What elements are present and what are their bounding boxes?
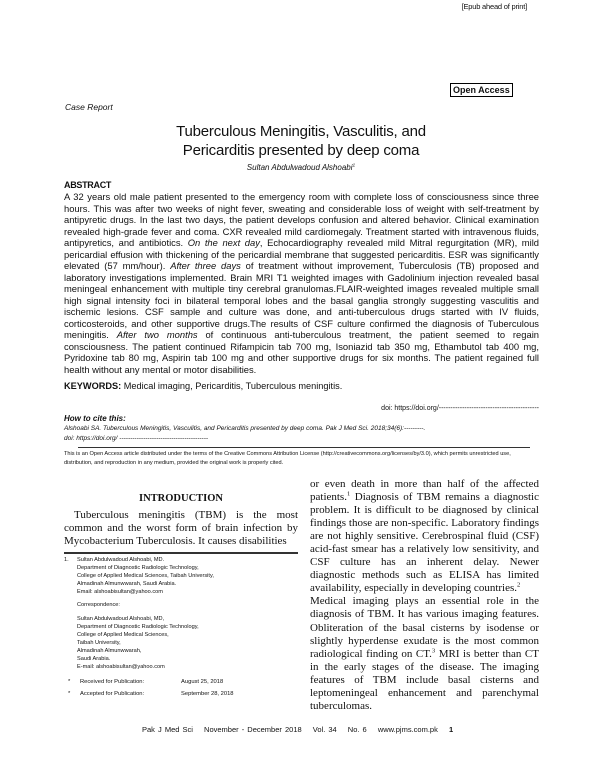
author-name: Sultan Abdulwadoud Alshoabi	[246, 163, 353, 172]
abstract-body	[64, 191, 539, 375]
epub-label: [Epub ahead of print]	[461, 2, 527, 11]
abstract-text: A 32 years old male patient presented to the emergency room with complete loss of consciousness since three hours. This was after two weeks of night fever, sweating and considerable loss of weight with self-treatment by antipyretic drugs. In the last two days, the patient develops confusion and altered behavior. Clinical examination revealed high-grade fever and coma. CXR revealed mild cardiomegaly. Treatment started with intravenous fluids, antipyretics, and antibiotics.	[64, 191, 539, 248]
text: Medical imaging plays an essential role in the diagnosis of TBM. It has various imaging features. Obliteration of the basal cisterns by isodense or slightly hyperdense exudate is the most common radiological finding on CT.	[310, 595, 539, 660]
introduction-heading: INTRODUCTION	[138, 493, 223, 504]
accepted-date: September 28, 2018	[181, 691, 234, 697]
bullet-icon: *	[68, 691, 71, 697]
title-line-2: Pericarditis presented by deep coma	[182, 142, 420, 159]
correspondence-line: Department of Diagnostic Radiologic Technology,	[77, 624, 199, 630]
bullet-icon: *	[68, 679, 71, 685]
author-footnote	[64, 556, 298, 671]
abstract-emphasis: On the next day	[187, 237, 260, 248]
footer-number: No. 6	[347, 724, 367, 734]
abstract-heading: ABSTRACT	[64, 180, 112, 190]
paragraph	[310, 595, 539, 712]
citation-ref: 1	[346, 490, 351, 498]
abstract-text: , Echocardiography revealed mild Mitral regurgitation (MR), mild pericardial effusion with thickening of the pericardial membrane that suggested pericarditis. ESR was significantly elevated (57 mm/hour).	[64, 237, 539, 271]
citation	[64, 424, 539, 444]
keywords-value: Medical imaging, Pericarditis, Tuberculous meningitis.	[121, 381, 343, 391]
doi-link[interactable]: doi: https://doi.org/-------------------------------------------	[381, 405, 539, 412]
affiliation-email: Email: alshoabisultan@yahoo.com	[77, 589, 163, 595]
page-number: 1	[448, 724, 454, 734]
open-access-badge: Open Access	[450, 83, 513, 97]
abstract-text: of continuous anti-tuberculous treatment, the patient seemed to regain consciousness. The patient continued Rifampicin tab 700 mg, Isoniazid tab 350 mg, Ethambutol tab 400 mg, Pyridoxine tab 80 mg, Aspirin tab 100 mg and other supportive drugs for six months. The patient regained full health without any mental or motor disabilities.	[64, 329, 539, 375]
affiliation-line: Department of Diagnostic Radiologic Technology,	[77, 565, 199, 571]
abstract-emphasis: After three days	[170, 260, 241, 271]
text: MRI is better than CT in the early stages of the disease. The imaging features of TBM include basal cisterns and leptomeningeal enhancement and parenchymal tuberculomas.	[310, 647, 539, 712]
left-column	[64, 478, 298, 713]
abstract-emphasis: After two months	[116, 329, 198, 340]
footer-journal: Pak J Med Sci	[142, 724, 193, 734]
citation-ref: 3	[431, 646, 436, 654]
introduction-left-text: Tuberculous meningitis (TBM) is the most common and the worst form of brain infection by Mycobacterium Tuberculosis. It causes disabilities	[64, 509, 298, 547]
footnote-number: 1.	[64, 557, 69, 563]
paragraph	[310, 478, 539, 595]
abstract-text: of treatment without improvement, Tuberculosis (TB) proposed and laboratory investigations implemented. Brain MRI T1 weighted images with Gadolinium injection revealed basal meningeal enhancement with multiple tiny cerebral granulomas.FLAIR-weighted images revealed multiple small high signal intensity foci in bilateral temporal lobes and the basal ganglia strongly suggesting vasculitis and ischemic lesions. CSF sample and culture was done, and anti-tuberculous drugs started with IV fluids, corticosteroids, and other supportive drugs.The results of CSF culture confirmed the diagnosis of Tuberculous meningitis.	[64, 260, 539, 340]
affiliation-line: Almadinah Almunwwarah, Saudi Arabia.	[77, 581, 177, 587]
received-label: Received for Publication:	[80, 679, 145, 685]
license-text: This is an Open Access article distributed under the terms of the Creative Commons Attribution License (http://creativecommons.org/licenses/by/3.0), which permits unrestricted use, distribution, and reproduction in any medium, provided the original work is properly cited.	[64, 451, 511, 466]
correspondence-label: Correspondence:	[77, 602, 120, 608]
author-sup: 1	[352, 163, 356, 169]
citation-ref: 2	[517, 581, 521, 589]
title-line-1: Tuberculous Meningitis, Vasculitis, and	[176, 123, 426, 140]
citation-doi[interactable]: doi: https://doi.org/ -----------------------------------------	[64, 435, 209, 442]
correspondence-line: College of Applied Medical Sciences,	[77, 632, 169, 638]
article-body	[64, 180, 539, 735]
citation-heading: How to cite this:	[64, 414, 126, 423]
accepted-date-row	[64, 688, 298, 700]
footer-website[interactable]: www.pjms.com.pk	[377, 724, 438, 734]
page-title	[64, 122, 538, 160]
author	[64, 163, 538, 172]
text: or even death in more than half of the affected patients.	[310, 478, 539, 504]
correspondence-block	[64, 615, 298, 671]
keywords	[64, 381, 539, 392]
received-date-row	[64, 676, 298, 688]
divider	[78, 447, 530, 448]
article-type: Case Report	[65, 102, 113, 112]
text: Diagnosis of TBM remains a diagnostic problem. It is difficult to be diagnosed by clinical findings those are non-specific. Laboratory findings are not highly sensitive. Cerebrospinal fluid (CSF) acid-fast smear has a relatively low sensitivity, and CSF culture has an inherent delay. Newer diagnostic methods such as ELISA has limited availability, especially in developing countries.	[310, 491, 539, 595]
correspondence-email: E-mail: alshoabisultan@yahoo.com	[77, 664, 165, 670]
keywords-label: KEYWORDS:	[64, 381, 122, 391]
citation-text: Alshoabi SA. Tuberculous Meningitis, Vasculitis, and Pericarditis presented by deep coma. Pak J Med Sci. 2018;34(6):---------.	[64, 425, 426, 432]
correspondence-line: Taibah University,	[77, 640, 121, 646]
correspondence-line: Saudi Arabia.	[77, 656, 111, 662]
correspondence-line: Sultan Abdulwadoud Alshoabi, MD,	[77, 616, 165, 622]
footnote-divider	[64, 552, 298, 554]
footer-volume: Vol. 34	[312, 724, 337, 734]
page-footer	[64, 725, 539, 735]
correspondence-line: Almadinah Almunwwarah,	[77, 648, 142, 654]
affiliation-block	[64, 556, 298, 596]
two-column-body	[64, 478, 539, 713]
affiliation-line: Sultan Abdulwadoud Alshoabi, MD.	[77, 557, 165, 563]
received-date: August 25, 2018	[181, 679, 224, 685]
affiliation-line: College of Applied Medical Sciences, Taibah University,	[77, 573, 214, 579]
footer-issue: November - December 2018	[204, 724, 302, 734]
introduction-right-column	[310, 478, 539, 713]
accepted-label: Accepted for Publication:	[80, 691, 145, 697]
